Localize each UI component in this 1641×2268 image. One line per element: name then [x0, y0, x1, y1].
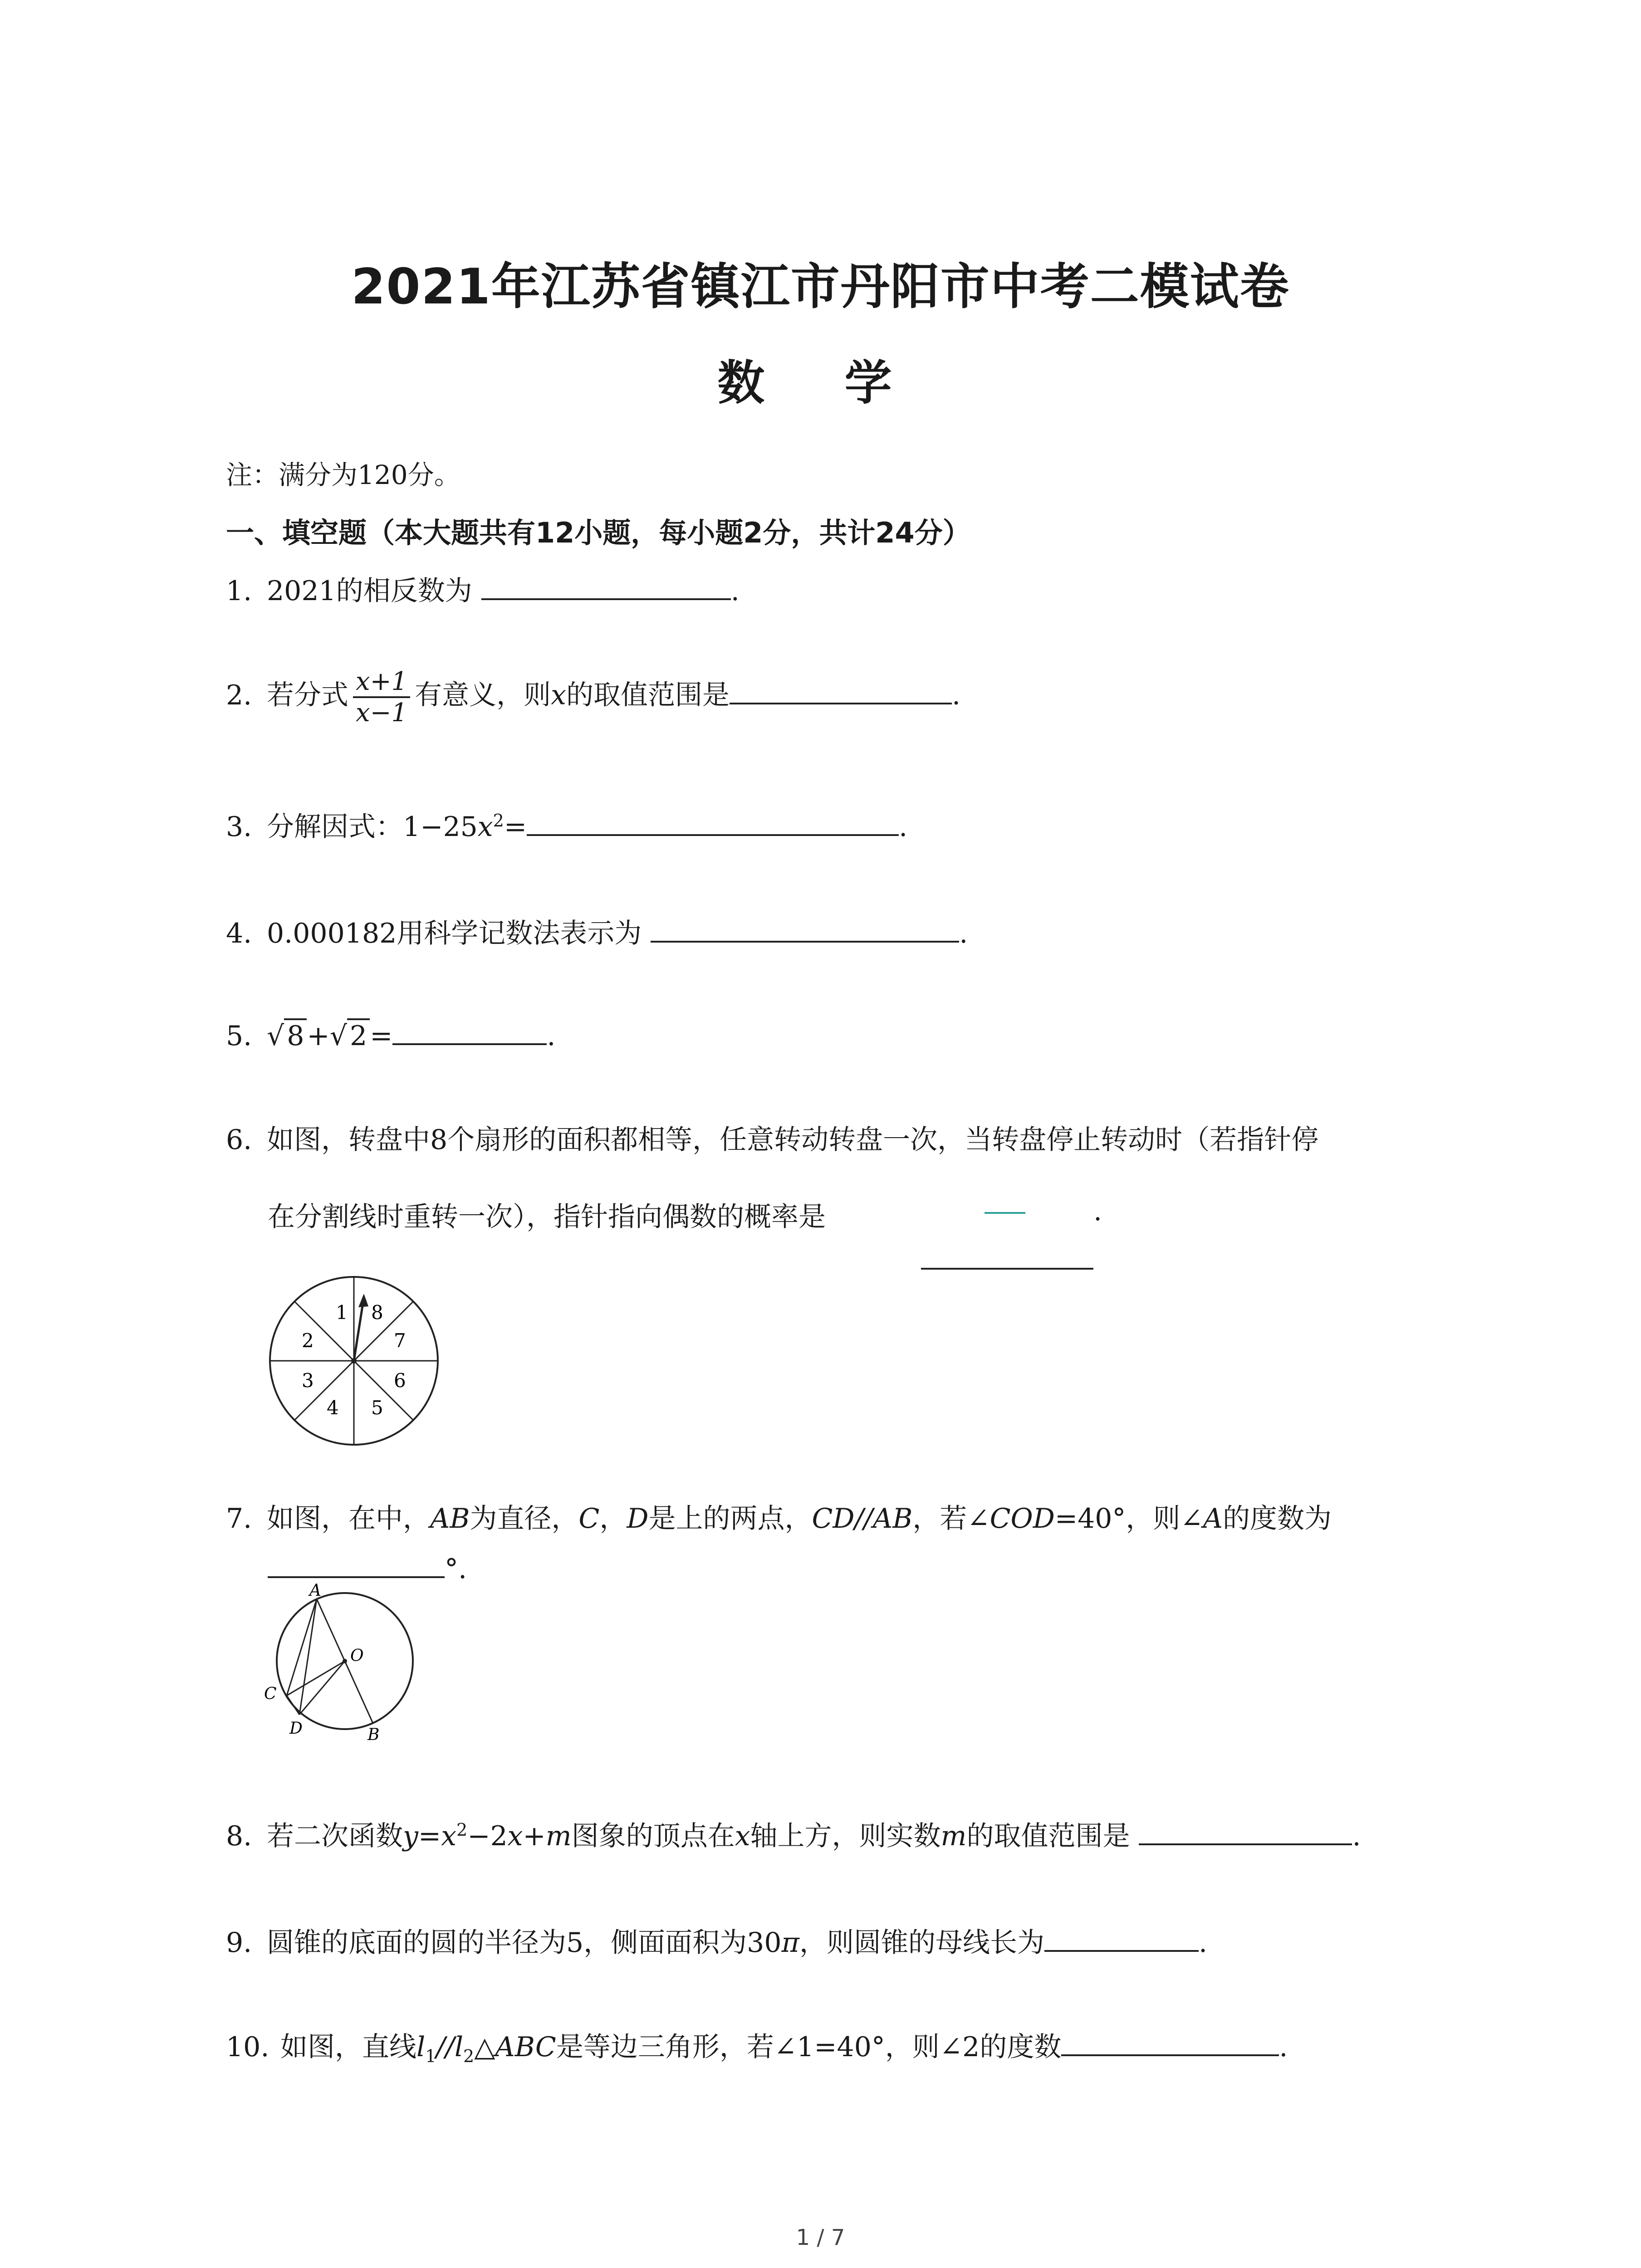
question-text: 若二次函数	[267, 1820, 403, 1852]
radicand: 2	[347, 1018, 370, 1052]
question-text: 是上的两点，	[648, 1503, 812, 1535]
question-6-end	[1093, 1195, 1102, 1227]
fraction-bar-mark	[985, 1212, 1025, 1214]
spinner-wheel-figure	[263, 1270, 454, 1461]
angle-label: COD	[989, 1503, 1055, 1535]
period: .	[1093, 1195, 1102, 1227]
circle-geometry-figure	[254, 1579, 426, 1751]
wheel-label: 7	[394, 1330, 406, 1352]
question-text: 有意义，则	[415, 679, 551, 711]
fraction	[353, 667, 410, 728]
exponent: 2	[456, 1820, 468, 1840]
question-4	[226, 912, 968, 951]
question-1	[226, 569, 740, 608]
question-2	[226, 667, 960, 728]
variable: x	[441, 1820, 457, 1852]
question-text: 的度数为	[1223, 1503, 1332, 1535]
page-number: 1 / 7	[796, 2225, 845, 2250]
question-text: 轴上方，则实数	[750, 1820, 941, 1852]
pointer-arrowhead	[358, 1294, 368, 1307]
subject-title: 数 学	[717, 355, 924, 411]
equals-sign: =	[504, 811, 527, 843]
answer-blank[interactable]	[527, 807, 899, 836]
radicand: 8	[284, 1018, 307, 1052]
question-8	[226, 1814, 1361, 1853]
wheel-label: 6	[394, 1369, 406, 1392]
subscript: 2	[463, 2046, 475, 2066]
period: .	[959, 918, 968, 949]
question-number: 8.	[226, 1820, 252, 1852]
question-5	[226, 1016, 555, 1052]
question-number: 5.	[226, 1020, 252, 1052]
question-text: 在分割线时重转一次），指针指向偶数的概率是	[268, 1201, 826, 1233]
segment-label: AB	[430, 1503, 470, 1535]
question-text: 为直径，	[470, 1503, 579, 1535]
chord-cd	[287, 1696, 299, 1715]
wheel-label: 1	[336, 1301, 348, 1324]
pi-symbol: π	[781, 1927, 799, 1959]
question-text: 如图，直线	[280, 2031, 416, 2063]
exponent: 2	[493, 811, 504, 831]
variable: x	[551, 679, 566, 711]
point-label: C	[578, 1503, 600, 1535]
answer-blank[interactable]	[392, 1016, 547, 1045]
term: −2	[467, 1820, 508, 1852]
question-text: 若分式	[267, 679, 348, 711]
question-number: 7.	[226, 1503, 252, 1535]
question-9	[226, 1921, 1207, 1960]
equals-sign: =	[418, 1820, 441, 1852]
exam-title: 2021年江苏省镇江市丹阳市中考二模试卷	[351, 259, 1290, 315]
wheel-center	[351, 1358, 357, 1364]
subscript: 1	[425, 2046, 436, 2066]
score-note: 注：满分为120分。	[226, 459, 460, 490]
question-text: 圆锥的底面的圆的半径为5，侧面面积为30	[267, 1927, 782, 1959]
answer-blank[interactable]	[1061, 2027, 1279, 2056]
point-label-d: D	[289, 1719, 303, 1738]
point-label: D	[627, 1503, 649, 1535]
question-text: 分解因式：1−25	[267, 811, 478, 843]
question-3	[226, 805, 907, 844]
question-text: 如图，转盘中8个扇形的面积都相等，任意转动转盘一次，当转盘停止转动时（若指针停	[267, 1124, 1319, 1156]
square-root: √ 8	[267, 1020, 307, 1052]
period: .	[1279, 2031, 1288, 2063]
question-number: 9.	[226, 1927, 252, 1959]
angle-label: A	[1203, 1503, 1223, 1535]
variable: x	[507, 1820, 523, 1852]
fraction-denominator: x−1	[356, 698, 408, 728]
period: .	[951, 679, 961, 711]
answer-blank[interactable]	[1044, 1923, 1199, 1952]
question-number: 1.	[226, 575, 252, 607]
point-label-c: C	[264, 1685, 277, 1703]
variable: x	[477, 811, 493, 843]
triangle-label: ABC	[495, 2031, 556, 2063]
answer-blank[interactable]	[481, 571, 731, 600]
answer-blank[interactable]	[651, 914, 959, 943]
point-label-o: O	[350, 1647, 364, 1665]
question-text: 的取值范围是	[966, 1820, 1130, 1852]
center-o	[343, 1659, 347, 1663]
wheel-label: 8	[371, 1301, 383, 1324]
period: .	[547, 1020, 556, 1052]
question-10	[226, 2025, 1288, 2066]
question-text: 是等边三角形，若∠1=40°，则∠2的度数	[556, 2031, 1062, 2063]
point-label-b: B	[367, 1725, 380, 1744]
question-text: ，若∠	[912, 1503, 990, 1535]
wheel-label: 4	[327, 1397, 339, 1419]
fraction-numerator: x+1	[353, 667, 410, 698]
question-text: 如图，在中，	[267, 1503, 430, 1535]
question-text: 0.000182用科学记数法表示为	[267, 918, 642, 949]
question-text: ，则圆锥的母线长为	[799, 1927, 1044, 1959]
parallel-symbol: //	[436, 2031, 455, 2063]
point-label-a: A	[309, 1581, 321, 1600]
equals-sign: =	[370, 1020, 393, 1052]
question-number: 10.	[226, 2031, 269, 2063]
variable: m	[545, 1820, 572, 1852]
period: .	[899, 811, 908, 843]
question-7	[226, 1497, 1332, 1536]
variable: x	[735, 1820, 750, 1852]
section-heading: 一、填空题（本大题共有12小题，每小题2分，共计24分）	[226, 516, 971, 549]
wheel-label: 3	[302, 1369, 314, 1392]
answer-blank[interactable]	[268, 1549, 445, 1578]
variable: y	[403, 1820, 418, 1852]
question-text: 的取值范围是	[566, 679, 730, 711]
line-label: l	[416, 2031, 426, 2063]
question-6-line2	[268, 1195, 826, 1234]
square-root: √ 2	[330, 1020, 370, 1052]
wheel-label: 2	[302, 1330, 314, 1352]
period: .	[730, 575, 740, 607]
period: .	[1352, 1820, 1361, 1852]
variable: m	[941, 1820, 967, 1852]
triangle-symbol: △	[474, 2031, 495, 2063]
wheel-label: 5	[371, 1397, 383, 1419]
plus-sign: +	[523, 1820, 546, 1852]
question-text: 图象的顶点在	[571, 1820, 735, 1852]
question-number: 2.	[226, 679, 252, 711]
plus-sign: +	[307, 1020, 330, 1052]
answer-blank[interactable]	[730, 675, 952, 704]
question-6	[226, 1118, 1318, 1157]
degree-period: °.	[445, 1553, 467, 1585]
period: .	[1198, 1927, 1208, 1959]
answer-blank[interactable]	[1139, 1816, 1352, 1845]
question-number: 6.	[226, 1124, 252, 1156]
question-number: 4.	[226, 918, 252, 949]
answer-blank[interactable]	[921, 1268, 1093, 1270]
line-label: l	[454, 2031, 464, 2063]
parallel-statement: CD//AB	[812, 1503, 913, 1535]
question-text: 2021的相反数为	[267, 575, 472, 607]
question-text: ，	[599, 1503, 627, 1535]
question-number: 3.	[226, 811, 252, 843]
question-text: =40°，则∠	[1054, 1503, 1203, 1535]
